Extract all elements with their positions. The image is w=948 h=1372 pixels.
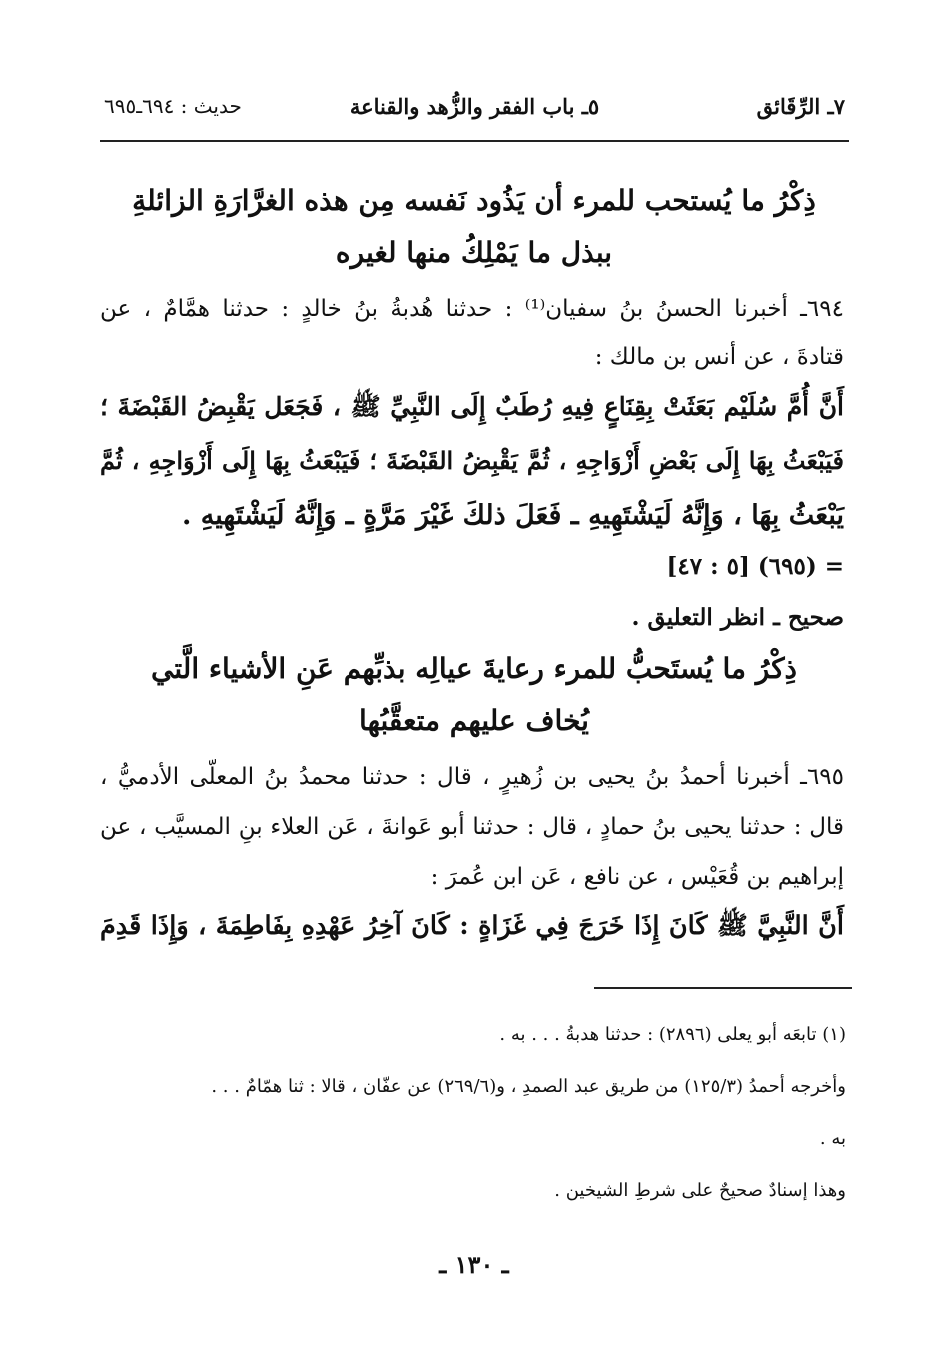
cross-reference: = (٦٩٥) [٥ : ٤٧] (666, 553, 844, 580)
isnad-694-line-2: قتادةَ ، عن أنس بن مالك : (594, 344, 844, 370)
chapter-title: ٧ـ الرِّقَائق (756, 94, 845, 119)
matn-694-line-2: فَيَبْعَثُ بِهَا إِلَى بَعْضِ أَزْوَاجِهِ ، ثُمَّ يَقْبِضُ القَبْضَةَ ؛ فَيَبْعَثُ بِهَا إِلَى أَزْوَاجِهِ ، ثُمَّ (100, 446, 844, 475)
page-number: ـ ١٣٠ ـ (439, 1250, 509, 1279)
chapter-heading-1-line-2: ببذل ما يَمْلِكُ منها لغيره (335, 236, 613, 269)
isnad-695-line-3: إبراهيم بن قُعَيْس ، عن نافع ، عَن ابن عُمرَ : (430, 864, 844, 890)
footnote-rule (594, 987, 852, 989)
chapter-heading-1-line-1: ذِكْرُ ما يُستحب للمرء أن يَذُود نَفسه مِن هذه الغرَّارَةِ الزائلةِ (132, 184, 816, 217)
footnote-1: (١) تابعَه أبو يعلى (٢٨٩٦) : حدثنا هدبةُ . . . به . (499, 1024, 846, 1045)
header-rule (100, 140, 849, 142)
isnad-695-line-2: قال : حدثنا يحيى بنُ حمادٍ ، قال : حدثنا أبو عَوانةَ ، عَن العلاء بنِ المسيَّب ، عن (100, 814, 844, 840)
section-title: ٥ـ باب الفقر والزُّهد والقناعة (349, 94, 600, 119)
footnote-1-line-4: وهذا إسنادٌ صحيحٌ على شرطِ الشيخين . (554, 1180, 846, 1201)
matn-695-line-1: أَنَّ النَّبِيَّ ﷺ كَانَ إِذَا خَرَجَ فِي غَزَاةٍ : كَانَ آخِرُ عَهْدِهِ بِفَاطِمَةَ ، وَإِذَا قَدِمَ (100, 911, 844, 941)
footnote-1-line-2: وأخرجه أحمدُ (١٢٥/٣) من طريق عبد الصمدِ ، و(٢٦٩/٦) عن عفّان ، قالا : ثنا همّامٌ . . . (211, 1076, 846, 1097)
chapter-heading-2-line-2: يُخاف عليهم متعقَّبُها (359, 704, 589, 737)
running-header (104, 88, 845, 124)
matn-694-line-3: يَبْعَثُ بِهَا ، وَإِنَّهُ لَيَشْتَهِيهِ ـ فَعَلَ ذلكَ غَيْرَ مَرَّةٍ ـ وَإِنَّهُ لَيَشْتَهِيهِ . (182, 500, 844, 531)
matn-694-line-1: أَنَّ أُمَّ سُلَيْم بَعَثَتْ بِقِنَاعٍ فِيهِ رُطَبٌ إِلَى النَّبِيِّ ﷺ ، فَجَعَل يَقْبِضُ القَبْضَةَ ؛ (100, 392, 844, 421)
isnad-694-line-1: ٦٩٤ـ أخبرنا الحسنُ بنُ سفيان⁽¹⁾ : حدثنا هُدبةُ بنُ خالدٍ : حدثنا همَّامٌ ، عن (100, 296, 844, 322)
grading: صحيح ـ انظر التعليق . (631, 604, 844, 631)
hadith-range: حديث : ٦٩٤ـ٦٩٥ (104, 94, 242, 118)
chapter-heading-2-line-1: ذِكْرُ ما يُستَحبُّ للمرء رعايةَ عيالِه بذبِّهم عَنِ الأشياء الَّتي (151, 652, 797, 685)
isnad-695-line-1: ٦٩٥ـ أخبرنا أحمدُ بنُ يحيى بن زُهيرٍ ، قال : حدثنا محمدُ بنُ المعلّى الأدميُّ ، (100, 764, 844, 790)
footnote-1-line-3: به . (819, 1128, 846, 1149)
